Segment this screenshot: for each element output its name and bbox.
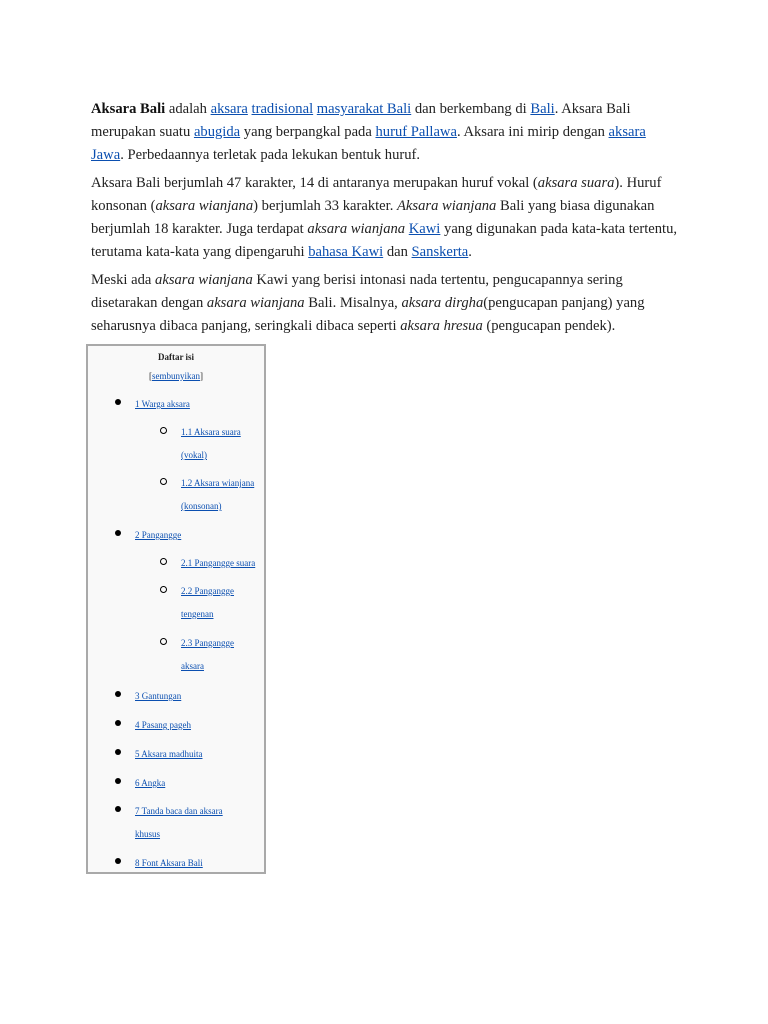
link-kawi[interactable]: Kawi <box>408 221 441 237</box>
table-of-contents <box>86 344 266 874</box>
circle-bullet-icon <box>160 478 167 485</box>
circle-bullet-icon <box>160 558 167 565</box>
circle-bullet-icon <box>160 427 167 434</box>
toc-item-pangangge-tengenan[interactable]: 2.2 Pangangge tengenan <box>181 580 247 626</box>
bullet-icon <box>115 720 121 726</box>
bullet-icon <box>115 530 121 536</box>
paragraph-characters: Aksara Bali berjumlah 47 karakter, 14 di antaranya merupakan huruf vokal (aksara suara). Huruf konsonan (aksara wianjana) berjumlah 33 karakter. Aksara wianjana Bali yang biasa digunakan berjumlah 18 karakter. Juga terdapat aksara wianjana Kawi yang digunakan pada kata-kata tertentu, terutama kata-kata yang dipengaruhi bahasa Kawi dan Sanskerta. <box>91 175 678 260</box>
link-bali[interactable]: Bali <box>530 101 555 117</box>
toc-item-pasang-pageh[interactable]: 4 Pasang pageh <box>135 714 255 737</box>
toc-item-font-aksara-bali[interactable]: 8 Font Aksara Bali <box>135 852 255 875</box>
bullet-icon <box>115 806 121 812</box>
bullet-icon <box>115 778 121 784</box>
link-bahasa-kawi[interactable]: bahasa Kawi <box>308 244 384 260</box>
toc-item-gantungan[interactable]: 3 Gantungan <box>135 685 255 708</box>
toc-item-angka[interactable]: 6 Angka <box>135 772 255 795</box>
toc-item-tanda-baca[interactable]: 7 Tanda baca dan aksara khusus <box>135 800 245 846</box>
bullet-icon <box>115 858 121 864</box>
link-masyarakat-bali[interactable]: masyarakat Bali <box>316 101 412 117</box>
article-body <box>91 98 681 343</box>
toc-toggle: [sembunyikan] <box>149 371 203 381</box>
paragraph-intro: Aksara Bali adalah aksara tradisional masyarakat Bali dan berkembang di Bali. Aksara Bali merupakan suatu abugida yang berpangkal pada huruf Pallawa. Aksara ini mirip dengan aksara Jawa. Perbedaannya terletak pada lekukan bentuk huruf. <box>91 101 646 163</box>
toc-title: Daftar isi <box>157 352 195 362</box>
toc-hide-link[interactable]: sembunyikan <box>152 371 200 381</box>
toc-item-pangangge[interactable]: 2 Pangangge <box>135 524 255 547</box>
circle-bullet-icon <box>160 638 167 645</box>
link-aksara[interactable]: aksara <box>210 101 248 117</box>
link-abugida[interactable]: abugida <box>193 124 241 140</box>
article-title: Aksara Bali <box>91 101 166 117</box>
bullet-icon <box>115 749 121 755</box>
toc-item-warga-aksara[interactable]: 1 Warga aksara <box>135 393 255 416</box>
circle-bullet-icon <box>160 586 167 593</box>
link-sanskerta[interactable]: Sanskerta <box>411 244 469 260</box>
toc-item-pangangge-suara[interactable]: 2.1 Pangangge suara <box>181 552 266 575</box>
toc-item-aksara-madhuita[interactable]: 5 Aksara madhuita <box>135 743 255 766</box>
link-tradisional[interactable]: tradisional <box>251 101 314 117</box>
bullet-icon <box>115 399 121 405</box>
link-huruf-pallawa[interactable]: huruf Pallawa <box>375 124 457 140</box>
toc-item-pangangge-aksara[interactable]: 2.3 Pangangge aksara <box>181 632 247 678</box>
bullet-icon <box>115 691 121 697</box>
toc-item-aksara-wianjana[interactable]: 1.2 Aksara wianjana (konsonan) <box>181 472 266 518</box>
toc-item-aksara-suara[interactable]: 1.1 Aksara suara (vokal) <box>181 421 259 467</box>
paragraph-pronunciation: Meski ada aksara wianjana Kawi yang berisi intonasi nada tertentu, pengucapannya sering disetarakan dengan aksara wianjana Bali. Misalnya, aksara dirgha(pengucapan panjang) yang seharusnya dibaca panjang, seringkali dibaca seperti aksara hresua (pengucapan pendek). <box>91 272 645 334</box>
link-aksara-jawa[interactable]: aksara Jawa <box>91 124 646 163</box>
